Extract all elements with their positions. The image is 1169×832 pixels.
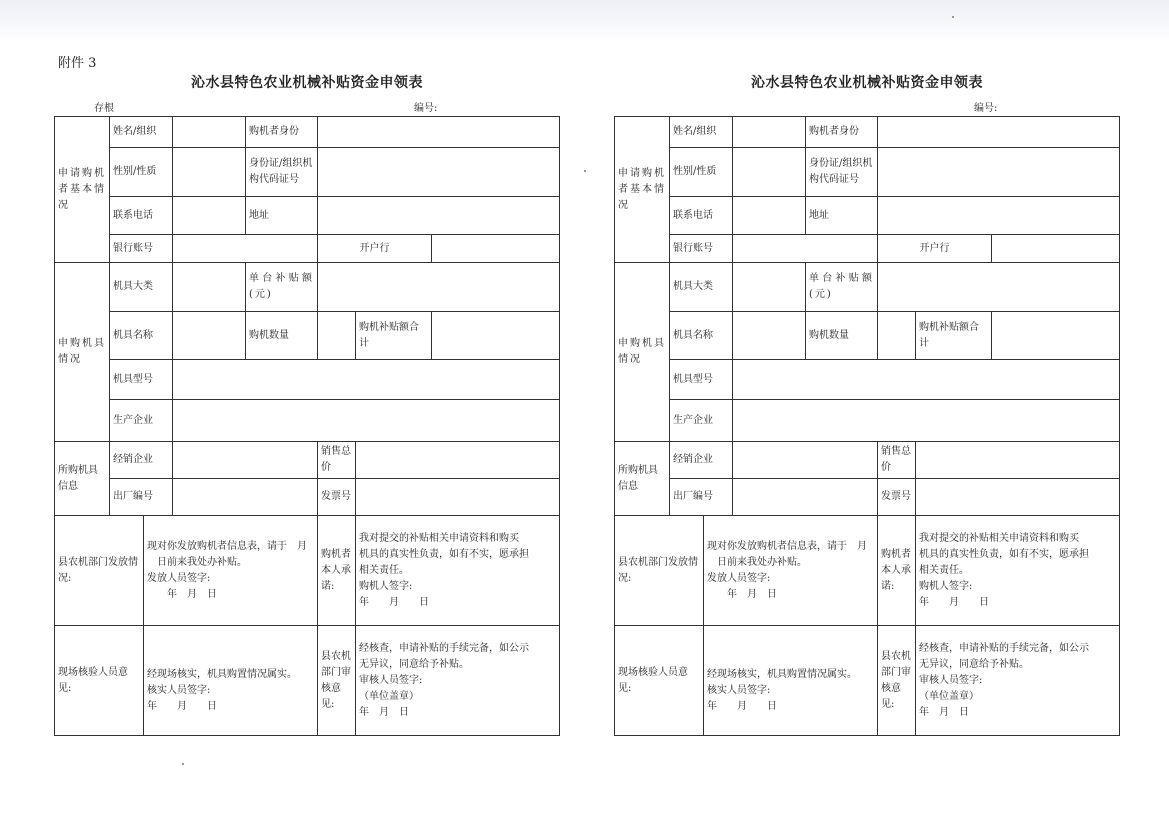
model-label: 机具型号 [110,360,173,400]
name-field[interactable] [733,117,806,148]
machine-section-label: 申购机具情况 [55,263,110,442]
manufacturer-field[interactable] [733,400,1120,442]
id-card-field[interactable] [878,148,1120,197]
phone-field[interactable] [173,197,246,235]
id-card-label: 身份证/组织机构代码证号 [806,148,878,197]
serial-label: 出厂编号 [670,479,733,516]
dept-issue-text: 现对你发放购机者信息表，请于 月 日前来我处办补贴。 发放人员签字: 年 月 日 [144,516,318,626]
keep-label: 存根 [94,103,114,114]
invoice-field[interactable] [916,479,1120,516]
number-label: 编号: [974,103,998,114]
number-label: 编号: [414,103,438,114]
review-label: 县农机部门审核意见: [318,626,356,736]
form-table [54,116,560,736]
serial-field[interactable] [173,479,318,516]
total-subsidy-field[interactable] [432,312,560,360]
attachment-label: 附件 3 [58,56,97,71]
onsite-text: 经现场核实，机具购置情况属实。 核实人员签字: 年 月 日 [144,626,318,736]
name-label: 姓名/组织 [110,117,173,148]
manufacturer-label: 生产企业 [110,400,173,442]
dealer-field[interactable] [173,442,318,479]
unit-subsidy-label: 单台补贴额(元) [806,263,878,312]
dealer-field[interactable] [733,442,878,479]
phone-field[interactable] [733,197,806,235]
onsite-label: 现场核验人员意见: [615,626,704,736]
machine-category-field[interactable] [733,263,806,312]
unit-subsidy-field[interactable] [878,263,1120,312]
total-price-field[interactable] [916,442,1120,479]
bank-account-field[interactable] [733,235,878,263]
purchase-section-label: 所购机具信息 [615,442,670,516]
buyer-commit-text: 我对提交的补贴相关申请资料和购买 机具的真实性负责，如有不实，愿承担 相关责任。 购机人签字: 年 月 日 [916,516,1120,626]
phone-label: 联系电话 [110,197,173,235]
unit-subsidy-field[interactable] [318,263,560,312]
subsidy-form-stub [54,72,560,736]
total-price-label: 销售总价 [878,442,916,479]
unit-subsidy-label: 单台补贴额(元) [246,263,318,312]
form-title: 沁水县特色农业机械补贴资金申领表 [751,75,983,91]
quantity-field[interactable] [318,312,356,360]
invoice-label: 发票号 [878,479,916,516]
total-price-field[interactable] [356,442,560,479]
buyer-commit-label: 购机者本人承诺: [318,516,356,626]
address-field[interactable] [318,197,560,235]
serial-label: 出厂编号 [110,479,173,516]
model-label: 机具型号 [670,360,733,400]
review-text: 经核查，申请补贴的手续完备，如公示 无异议，同意给予补贴。 审核人员签字: （单位盖章） 年 月 日 [916,626,1120,736]
review-label: 县农机部门审核意见: [878,626,916,736]
bank-field[interactable] [992,235,1120,263]
bank-label: 开户行 [878,235,992,263]
gender-label: 性别/性质 [110,148,173,197]
bank-label: 开户行 [318,235,432,263]
name-label: 姓名/组织 [670,117,733,148]
bank-field[interactable] [432,235,560,263]
applicant-section-label: 申请购机者基本情况 [55,117,110,263]
review-text: 经核查，申请补贴的手续完备，如公示 无异议，同意给予补贴。 审核人员签字: （单位盖章） 年 月 日 [356,626,560,736]
buyer-id-label: 购机者身份 [806,117,878,148]
buyer-commit-text: 我对提交的补贴相关申请资料和购买 机具的真实性负责，如有不实，愿承担 相关责任。 购机人签字: 年 月 日 [356,516,560,626]
quantity-field[interactable] [878,312,916,360]
buyer-id-label: 购机者身份 [246,117,318,148]
dept-issue-text: 现对你发放购机者信息表，请于 月 日前来我处办补贴。 发放人员签字: 年 月 日 [704,516,878,626]
total-subsidy-label: 购机补贴额合计 [916,312,992,360]
onsite-text: 经现场核实，机具购置情况属实。 核实人员签字: 年 月 日 [704,626,878,736]
manufacturer-label: 生产企业 [670,400,733,442]
subsidy-form-copy [614,72,1120,736]
bank-account-label: 银行账号 [670,235,733,263]
scan-shadow [0,0,1169,42]
machine-category-label: 机具大类 [110,263,173,312]
manufacturer-field[interactable] [173,400,560,442]
form-table [614,116,1120,736]
form-subline [54,94,560,116]
total-subsidy-label: 购机补贴额合计 [356,312,432,360]
buyer-id-field[interactable] [878,117,1120,148]
serial-field[interactable] [733,479,878,516]
invoice-label: 发票号 [318,479,356,516]
address-label: 地址 [806,197,878,235]
purchase-section-label: 所购机具信息 [55,442,110,516]
model-field[interactable] [733,360,1120,400]
dept-issue-label: 县农机部门发放情况: [55,516,144,626]
total-price-label: 销售总价 [318,442,356,479]
machine-category-label: 机具大类 [670,263,733,312]
gender-field[interactable] [733,148,806,197]
buyer-id-field[interactable] [318,117,560,148]
invoice-field[interactable] [356,479,560,516]
machine-section-label: 申购机具情况 [615,263,670,442]
bank-account-field[interactable] [173,235,318,263]
applicant-section-label: 申请购机者基本情况 [615,117,670,263]
form-title: 沁水县特色农业机械补贴资金申领表 [191,75,423,91]
form-subline [614,94,1120,116]
buyer-commit-label: 购机者本人承诺: [878,516,916,626]
address-field[interactable] [878,197,1120,235]
id-card-label: 身份证/组织机构代码证号 [246,148,318,197]
bank-account-label: 银行账号 [110,235,173,263]
machine-name-field[interactable] [173,312,246,360]
name-field[interactable] [173,117,246,148]
machine-category-field[interactable] [173,263,246,312]
quantity-label: 购机数量 [246,312,318,360]
onsite-label: 现场核验人员意见: [55,626,144,736]
dealer-label: 经销企业 [110,442,173,479]
gender-field[interactable] [173,148,246,197]
total-subsidy-field[interactable] [992,312,1120,360]
machine-name-label: 机具名称 [670,312,733,360]
dept-issue-label: 县农机部门发放情况: [615,516,704,626]
gender-label: 性别/性质 [670,148,733,197]
phone-label: 联系电话 [670,197,733,235]
address-label: 地址 [246,197,318,235]
machine-name-label: 机具名称 [110,312,173,360]
quantity-label: 购机数量 [806,312,878,360]
machine-name-field[interactable] [733,312,806,360]
model-field[interactable] [173,360,560,400]
dealer-label: 经销企业 [670,442,733,479]
id-card-field[interactable] [318,148,560,197]
